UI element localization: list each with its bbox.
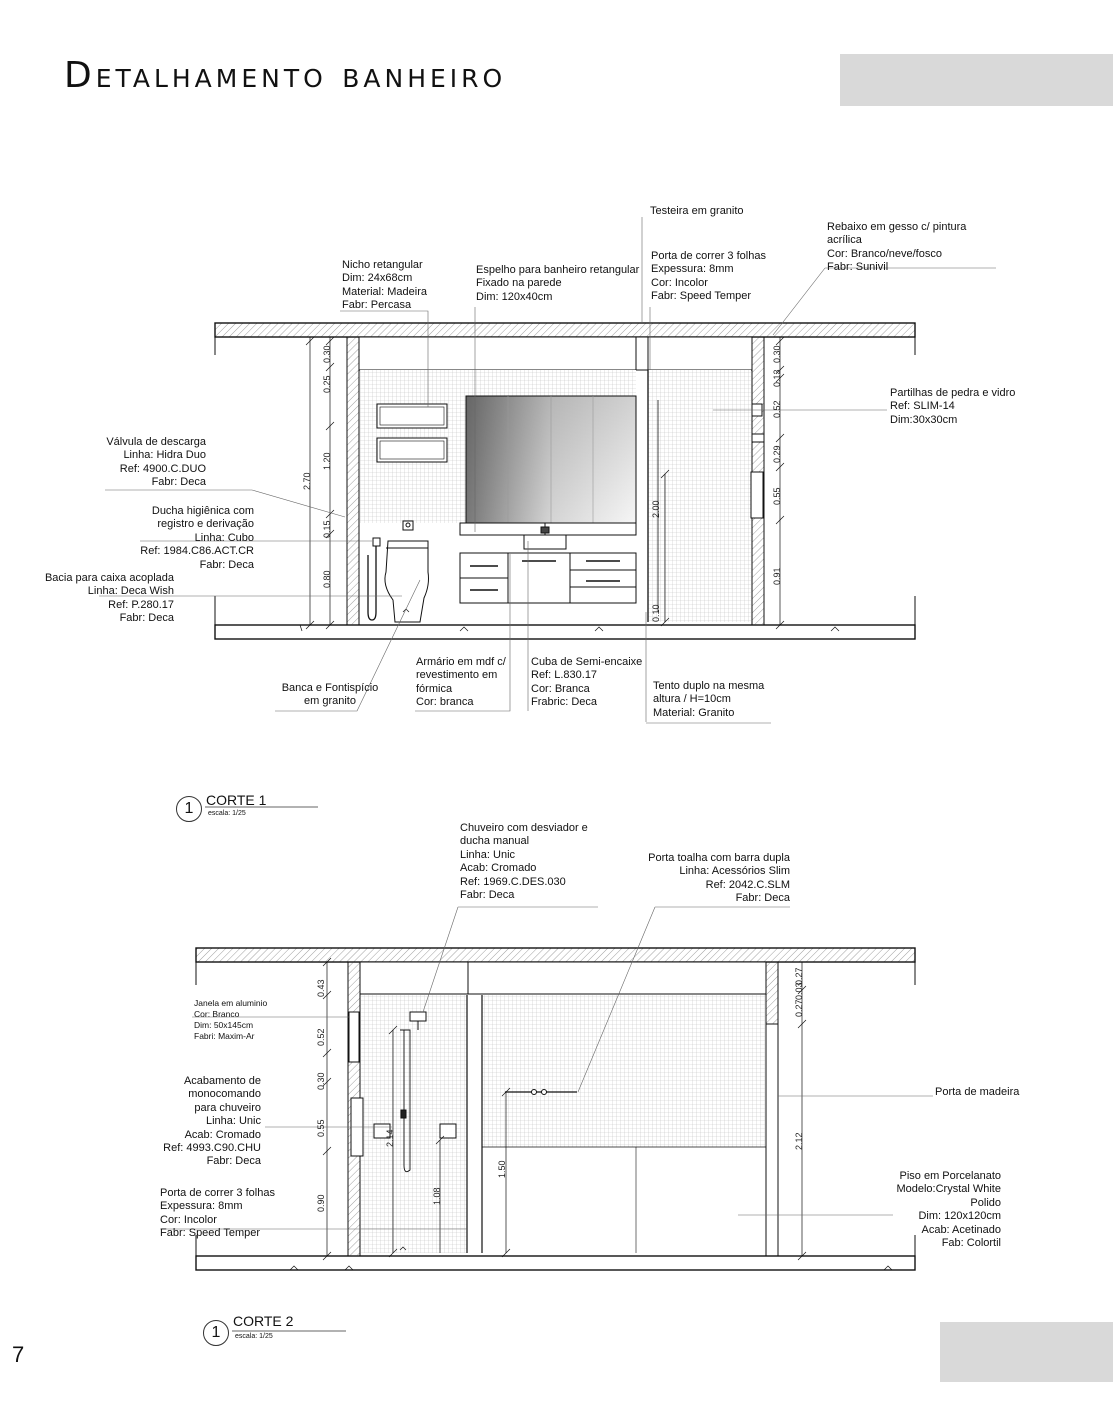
corte1-note-banca: Banca e Fontispício em granito [281, 682, 379, 708]
corte1-dim-right-1: 0.13 [772, 369, 782, 387]
corte2-floor-slab [196, 1256, 915, 1270]
corte1-floor-slab [215, 625, 915, 639]
corte2-dim-left-1: 0.52 [316, 1028, 326, 1046]
corte2-ceiling-slab [196, 948, 915, 962]
corte1-dim-right-5: 0.91 [772, 567, 782, 585]
corte1-ceiling-slab [215, 323, 915, 337]
corte1-note-pastilhas: Partilhas de pedra e vidro Ref: SLIM-14 Dim:30x30cm [890, 387, 1016, 426]
corte2-note-porta-correr: Porta de correr 3 folhas Expessura: 8mm Cor: Incolor Fabr: Speed Temper [160, 1187, 275, 1240]
corte1-dim-right-0: 0.30 [772, 345, 782, 363]
page-number: 7 [12, 1342, 25, 1367]
corte1-dim-left-2: 1.20 [322, 452, 332, 470]
corte1-dim-left-3: 2.70 [302, 472, 312, 490]
corte2-back-tile [482, 995, 765, 1147]
corte1-note-testeira: Testeira em granito [650, 205, 744, 217]
corte1-hose [368, 545, 376, 620]
corte2-tag-scale: escala: 1/25 [235, 1333, 273, 1340]
corte2-dim-left-3: 0.55 [316, 1119, 326, 1137]
corte2-dim-right-3: 2.12 [794, 1132, 804, 1150]
corte1-tag-scale: escala: 1/25 [208, 810, 246, 817]
corte2-note-porta-madeira: Porta de madeira [935, 1086, 1020, 1098]
corte1-dim-right-4: 0.55 [772, 487, 782, 505]
corte1-dim-left-0: 0.30 [322, 345, 332, 363]
corte2-note-janela: Janela em aluminio Cor: Branco Dim: 50x145cm Fabri: Maxim-Ar [194, 998, 268, 1041]
corte2-tag-title: CORTE 2 [233, 1313, 294, 1329]
corte2-dim-right-2: 0.03 [794, 982, 804, 1000]
corte2-dim-right-0: 0.27 [794, 967, 804, 985]
corte1-note-porta: Porta de correr 3 folhas Expessura: 8mm Cor: Incolor Fabr: Speed Temper [651, 250, 766, 303]
corte1-note-bacia: Bacia para caixa acoplada Linha: Deca Wish Ref: P.280.17 Fabr: Deca [44, 572, 174, 625]
corte2-shower-head [410, 1012, 426, 1021]
corte1-note-tento: Tento duplo na mesma altura / H=10cm Material: Granito [653, 680, 765, 719]
corte2-plaster-ceiling [360, 962, 766, 994]
corte2-dim-left-5: 2.14 [385, 1129, 395, 1147]
corte2-tag-number: 1 [203, 1320, 229, 1346]
corte1-shower-tile [648, 370, 751, 622]
corte1-note-valvula: Válvula de descarga Linha: Hidra Duo Ref: 4900.C.DUO Fabr: Deca [106, 436, 206, 489]
corte1-dim-right-7: 0.10 [651, 604, 661, 622]
corte1-note-rebaixo: Rebaixo em gesso c/ pintura acrílica Cor: Branco/neve/fosco Fabr: Sunivil [827, 221, 967, 274]
corte1-tag-number: 1 [176, 796, 202, 822]
corte1-tag-title: CORTE 1 [206, 792, 267, 808]
corte2-dim-left-4: 0.90 [316, 1194, 326, 1212]
corte1-dim-left-4: 0.15 [322, 520, 332, 538]
corte1-note-ducha: Ducha higiênica com registro e derivação Linha: Cubo Ref: 1984.C86.ACT.CR Fabr: Deca [140, 505, 254, 571]
corte1-note-armario: Armário em mdf c/ revestimento em fórmica Cor: branca [416, 656, 506, 709]
corte2-right-wall [766, 962, 778, 1024]
corte2-dim-left-0: 0.43 [316, 979, 326, 997]
corte2-note-chuveiro: Chuveiro com desviador e ducha manual Linha: Unic Acab: Cromado Ref: 1969.C.DES.030 Fabr: Deca [460, 822, 588, 902]
corte1-dim-left-5: 0.80 [322, 570, 332, 588]
corte2-note-acabamento: Acabamento de monocomando para chuveiro Linha: Unic Acab: Cromado Ref: 4993.C90.CHU Fabr: Deca [163, 1075, 261, 1168]
corte1-dim-right-3: 0.29 [772, 445, 782, 463]
corte1-note-cuba: Cuba de Semi-encaixe Ref: L.830.17 Cor: Branca Frabric: Deca [531, 656, 643, 709]
corte1-basin [524, 535, 566, 549]
corte1-dim-left-1: 0.25 [322, 375, 332, 393]
corte1-plaster-ceiling [359, 337, 752, 370]
corte2-dim-left-6: 1.08 [432, 1187, 442, 1205]
corte2-dim-left-7: 1.50 [497, 1160, 507, 1178]
corte1-dim-right-2: 0.52 [772, 400, 782, 418]
corte1-dim-right-6: 2.00 [651, 500, 661, 518]
corte2-note-porta-toalha: Porta toalha com barra dupla Linha: Acessórios Slim Ref: 2042.C.SLM Fabr: Deca [648, 852, 790, 905]
corte2-dim-left-2: 0.30 [316, 1072, 326, 1090]
page-title: Detalhamento banheiro [64, 55, 507, 96]
corte2-dim-right-1: 0.27 [794, 999, 804, 1017]
corte1-left-wall [347, 337, 359, 625]
corte2-note-piso: Piso em Porcelanato Modelo:Crystal White Polido Dim: 120x120cm Acab: Acetinado Fab: Colortil [896, 1170, 1001, 1250]
corte1-note-espelho: Espelho para banheiro retangular Fixado na parede Dim: 120x40cm [476, 264, 640, 303]
corte2-section [160, 907, 933, 1270]
corte1-note-nicho: Nicho retangular Dim: 24x68cm Material: Madeira Fabr: Percasa [342, 259, 427, 312]
